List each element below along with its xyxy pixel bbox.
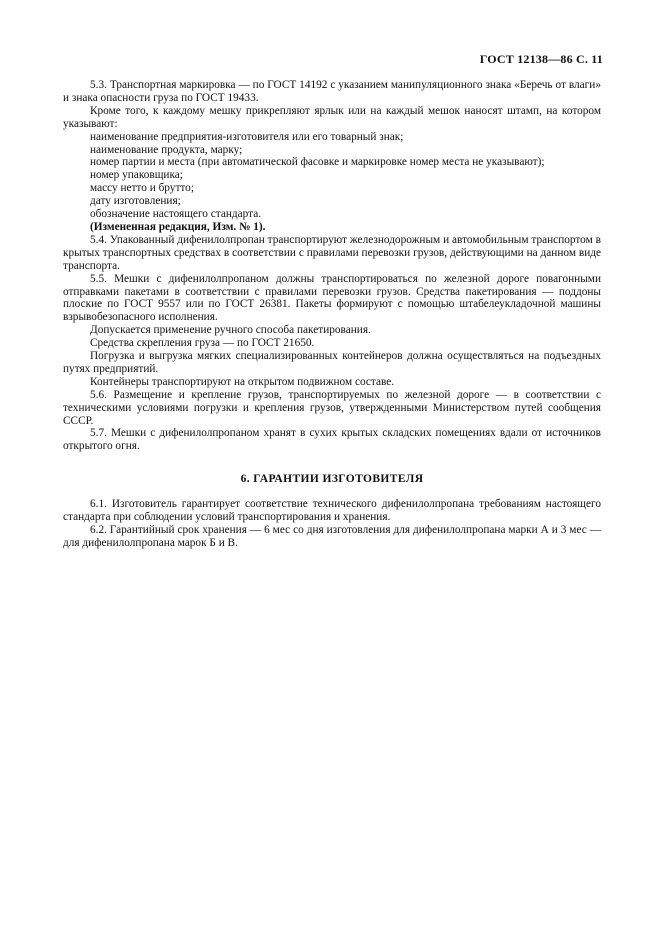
paragraph-manual-packaging: Допускается применение ручного способа пакетирования.: [90, 324, 371, 337]
paragraph-label-intro: Кроме того, к каждому мешку прикрепляют ярлык или на каждый мешок наносят штамп, на котором указывают:: [63, 104, 601, 130]
paragraph-6-2: 6.2. Гарантийный срок хранения — 6 мес со дня изготовления для дифенилолпропана марки А и 3 мес — для дифенилолпропана марок Б и В.: [63, 524, 601, 549]
paragraph-5-6: 5.6. Размещение и крепление грузов, транспортируемых по железной дороге — в соответствии с техническими условиями погрузки и крепления грузов, утвержденными Министерством путей сообщения СССР.: [63, 388, 601, 427]
list-item: обозначение настоящего стандарта.: [90, 208, 262, 221]
paragraph-5-3: 5.3. Транспортная маркировка — по ГОСТ 14192 с указанием манипуляционного знака «Беречь от влаги» и знака опасности груза по ГОСТ 19433.: [63, 79, 601, 104]
label-items-list: [63, 131, 601, 221]
list-item: наименование предприятия-изготовителя или его товарный знак;: [90, 130, 404, 143]
section-6-title: 6. ГАРАНТИИ ИЗГОТОВИТЕЛЯ: [240, 473, 424, 486]
paragraph-5-5: 5.5. Мешки с дифенилолпропаном должны транспортироваться по железной дороге повагонными отправками пакетами в соответствии с правилами перевозки грузов. Средства пакетирования — поддоны плоские по ГОСТ 9557 или по ГОСТ 26381. Пакеты формируют с помощью штабелеукладочной машины взрывобезопасного исполнения.: [63, 272, 601, 324]
list-item: массу нетто и брутто;: [90, 182, 194, 195]
document-body: [63, 79, 601, 550]
paragraph-containers: Контейнеры транспортируют на открытом подвижном составе.: [90, 375, 395, 388]
list-item: наименование продукта, марку;: [90, 143, 243, 156]
paragraph-5-4: 5.4. Упакованный дифенилолпропан транспортируют железнодорожным и автомобильным транспортом в крытых транспортных средствах в соответствии с правилами перевозки грузов, действующими на данном виде транспорта.: [63, 233, 601, 272]
list-item: номер партии и места (при автоматической фасовке и маркировке номер места не указывают);: [90, 156, 545, 169]
paragraph-6-1: 6.1. Изготовитель гарантирует соответствие технического дифенилолпропана требованиям настоящего стандарта при соблюдении условий транспортирования и хранения.: [63, 498, 601, 524]
list-item: дату изготовления;: [90, 195, 181, 208]
list-item: номер упаковщика;: [90, 169, 183, 182]
paragraph-loading: Погрузка и выгрузка мягких специализированных контейнеров должна осуществляться на подъездных путях предприятий.: [63, 350, 601, 375]
paragraph-5-7: 5.7. Мешки с дифенилолпропаном хранят в сухих крытых складских помещениях вдали от источников открытого огня.: [63, 427, 601, 453]
page-header: ГОСТ 12138—86 С. 11: [479, 52, 603, 66]
paragraph-fastening: Средства скрепления груза — по ГОСТ 21650.: [90, 337, 315, 350]
amendment-note: (Измененная редакция, Изм. № 1).: [90, 220, 266, 233]
